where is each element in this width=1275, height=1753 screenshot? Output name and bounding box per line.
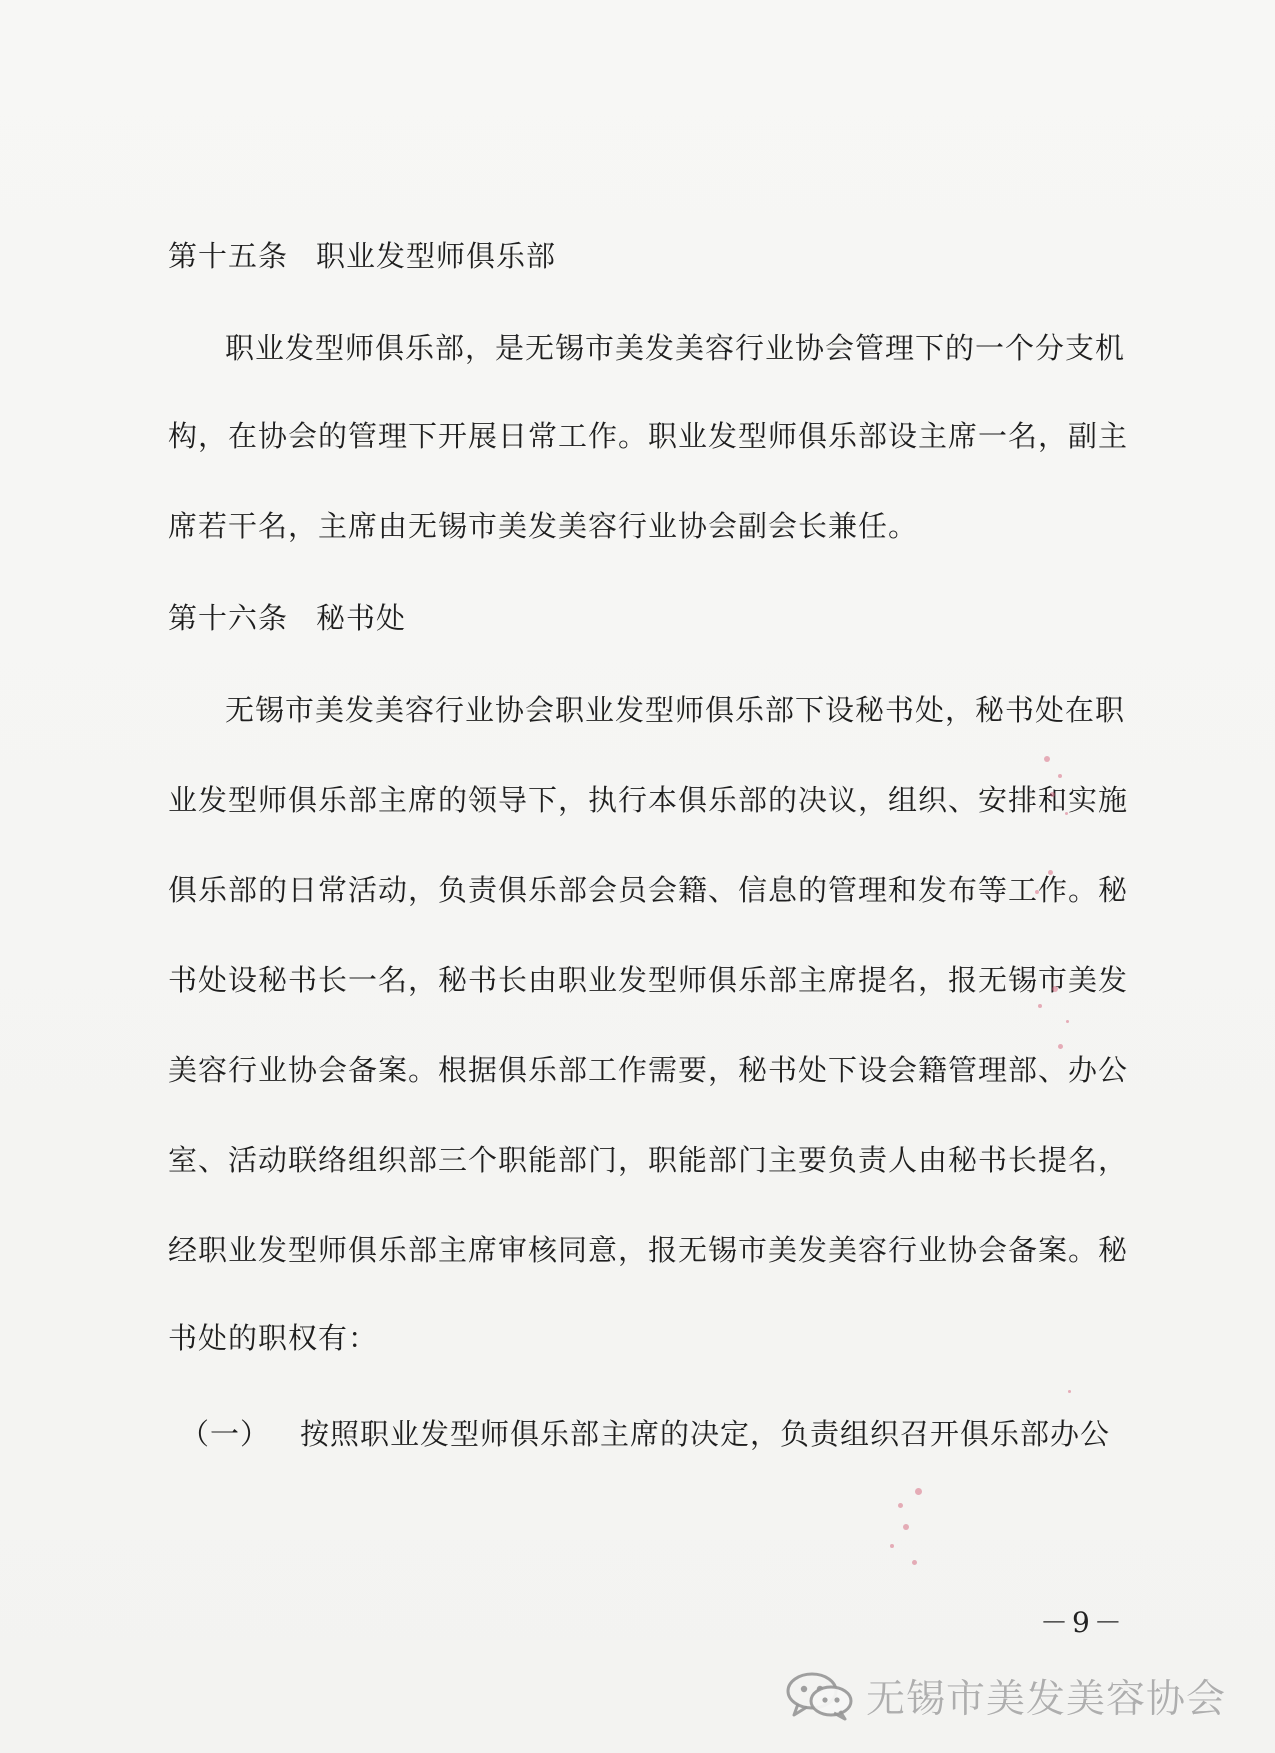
body-text-line: 书处的职权有： [168,1321,379,1355]
body-text-line: 室、活动联络组织部三个职能部门，职能部门主要负责人由秘书长提名， [168,1143,1129,1177]
scan-speck [903,1524,909,1530]
article-number: 第十五条 [168,239,289,273]
scan-speck [1065,812,1068,815]
body-text-line: 业发型师俱乐部主席的领导下，执行本俱乐部的决议，组织、安排和实施 [168,783,1129,817]
body-text-line: 无锡市美发美容行业协会职业发型师俱乐部下设秘书处，秘书处在职 [225,693,1126,727]
scan-speck [1066,1020,1069,1023]
scan-speck [912,1560,917,1565]
article-number: 第十六条 [168,601,289,635]
list-item-text: 按照职业发型师俱乐部主席的决定，负责组织召开俱乐部办公 [300,1417,1111,1451]
scan-speck [1052,986,1058,992]
body-text-line: 书处设秘书长一名，秘书长由职业发型师俱乐部主席提名，报无锡市美发 [168,963,1129,997]
watermark-text: 无锡市美发美容协会 [866,1677,1227,1722]
list-item-number: （一） [180,1417,271,1451]
scan-speck [1048,870,1053,875]
body-text-line: 美容行业协会备案。根据俱乐部工作需要，秘书处下设会籍管理部、办公 [168,1053,1129,1087]
watermark [784,1666,1234,1726]
scan-speck [890,1544,894,1548]
body-text-line: 构，在协会的管理下开展日常工作。职业发型师俱乐部设主席一名，副主 [168,419,1129,453]
scan-speck [1038,1004,1042,1008]
article-title: 职业发型师俱乐部 [316,239,557,273]
scan-speck [1035,890,1039,894]
wechat-icon [784,1670,856,1722]
scan-speck [1068,1390,1071,1393]
article-heading [168,236,556,276]
body-text-line: 席若干名，主席由无锡市美发美容行业协会副会长兼任。 [168,509,919,543]
article-heading [168,598,406,638]
scan-speck [1044,756,1050,762]
scan-speck [1058,1044,1063,1049]
body-text-line: 俱乐部的日常活动，负责俱乐部会员会籍、信息的管理和发布等工作。秘 [168,873,1129,907]
page-number: －9－ [1040,1606,1126,1639]
scan-speck [1058,774,1062,778]
scan-speck [1050,792,1055,797]
scan-speck [915,1488,922,1495]
body-text-line: 职业发型师俱乐部，是无锡市美发美容行业协会管理下的一个分支机 [225,331,1126,365]
article-title: 秘书处 [316,601,407,635]
body-text-line: 经职业发型师俱乐部主席审核同意，报无锡市美发美容行业协会备案。秘 [168,1233,1129,1267]
scan-speck [898,1503,903,1508]
